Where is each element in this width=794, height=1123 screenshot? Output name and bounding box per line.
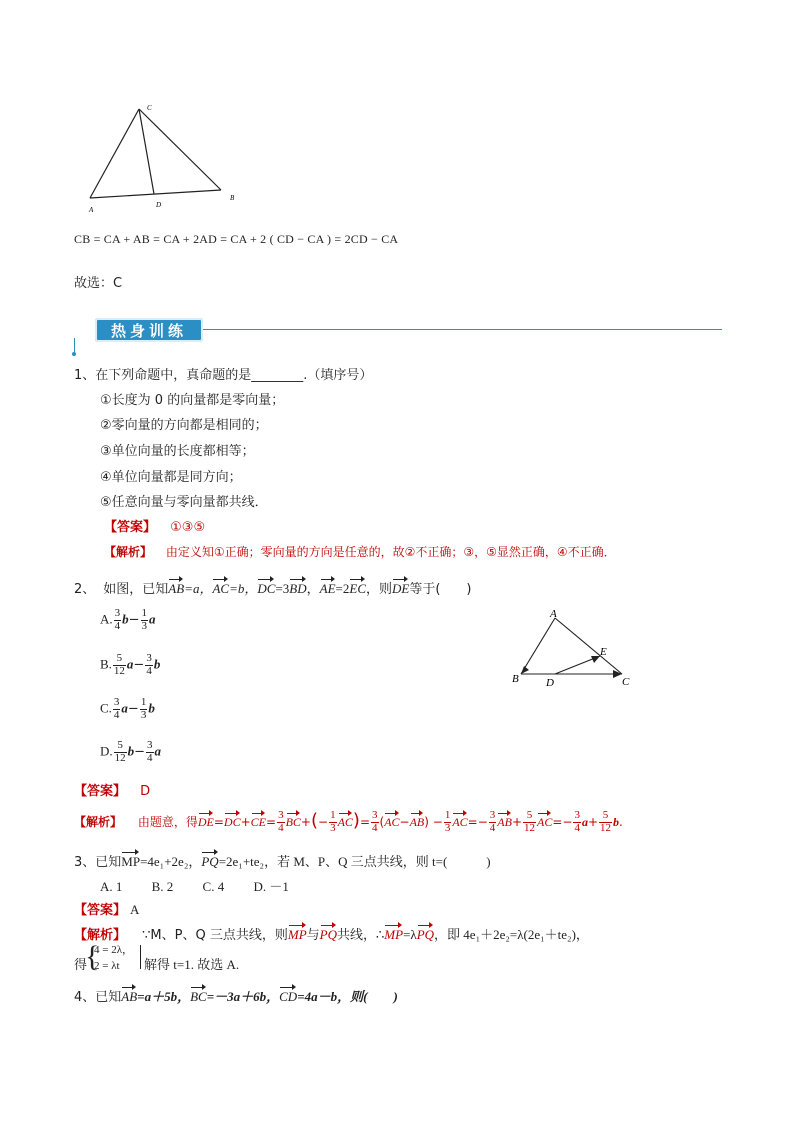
section-title: 热身训练 [110,322,187,340]
section-dot [72,352,76,356]
q2-option-d: D. $\frac{5}{12}$ b− $\frac{3}{4}$ a [100,739,162,764]
q2-answer [74,780,150,799]
fig2-label-b: B [512,673,519,685]
q1-item-3: ③单位向量的长度都相等； [100,444,255,459]
q1-answer-value: ①③⑤ [170,520,206,535]
q1-item-2: ②零向量的方向都是相同的； [100,418,268,433]
q4-stem: 4、已知AB=a＋5b，BC=－3a＋6b，CD=4a－b，则( ) [74,989,398,1005]
q2-option-a: A. $\frac{3}{4}$ b− $\frac{1}{3}$ a [100,607,156,632]
q3-system-1: 4 = 2λ， [94,944,134,956]
q1-item-5: ⑤任意向量与零向量都共线． [100,495,268,510]
q1-analysis [104,543,616,560]
q3-solve-prefix: 得 [74,958,88,973]
q3-bar [140,945,141,969]
triangle-figure-1 [84,100,244,215]
q3-analysis: 【解析】 ∵M、P、Q 三点共线，则MP与PQ共线，∴MP=λPQ，即 4e₁＋2e₂=λ(2e₁＋te₂)， [74,927,589,943]
fig2-label-d: D [546,677,554,689]
fig1-label-c: C [147,104,152,112]
q3-options: A. 1 B. 2 C. 4 D. －1 [100,879,289,894]
q1-answer-tag: 【答案】 [104,520,157,535]
q1-answer [104,516,205,535]
q2-stem: 2、 如图，已知AB=a，AC=b，DC=3BD，AE=2EC，则DE等于( ) [74,581,472,597]
q1-analysis-tag: 【解析】 [104,545,153,559]
q2-option-c: C. $\frac{3}{4}$ a− $\frac{1}{3}$ b [100,696,155,721]
q3-brace: { [85,940,100,973]
q2-analysis: 【解析】 由题意，得DE=DC+CE= $\frac{3}{4}$ BC+(− $\frac{1}{3}$ AC)= $\frac{3}{4}$ (AC−AB) − $\frac{1}{3}$ AC=− $\frac{3}{4}$ AB+ $\frac{5}{12}$ AC=− $\frac{3}{4}$ a+ $\frac{5}{12}$ b. [74,809,623,834]
q1-item-1: ①长度为 0 的向量都是零向量； [100,393,285,408]
triangle-figure-2 [505,608,645,693]
fig2-label-c: C [622,676,630,688]
fig1-label-a: A [89,206,94,214]
q3-system-2: 2 = λt [94,960,120,972]
fig1-label-d: D [156,201,162,209]
q1-analysis-text: 由定义知①正确；零向量的方向是任意的，故②不正确；③，⑤显然正确，④不正确． [165,545,616,559]
vector-equation: CB = CA + AB = CA + 2AD = CA + 2 ( CD − CA ) = 2CD − CA [74,232,399,246]
choose-c: 故选：C [74,276,123,291]
fig1-label-b: B [230,194,235,202]
q1-stem: 1、在下列命题中，真命题的是________.（填序号） [74,368,373,383]
fig2-label-a: A [550,608,557,620]
q3-stem: 3、已知MP=4e₁+2e₂，PQ=2e₁+te₂，若 M、P、Q 三点共线，则 t=( ) [74,854,491,870]
q1-item-4: ④单位向量都是同方向； [100,470,242,485]
q3-solve: 解得 t=1. 故选 A. [144,957,240,972]
fig2-label-e: E [600,646,607,658]
q2-option-b: B. $\frac{5}{12}$ a− $\frac{3}{4}$ b [100,652,161,677]
q3-answer: 【答案】 A [74,902,140,918]
q2-answer-value: D [140,784,151,799]
q2-answer-tag: 【答案】 [74,784,127,799]
